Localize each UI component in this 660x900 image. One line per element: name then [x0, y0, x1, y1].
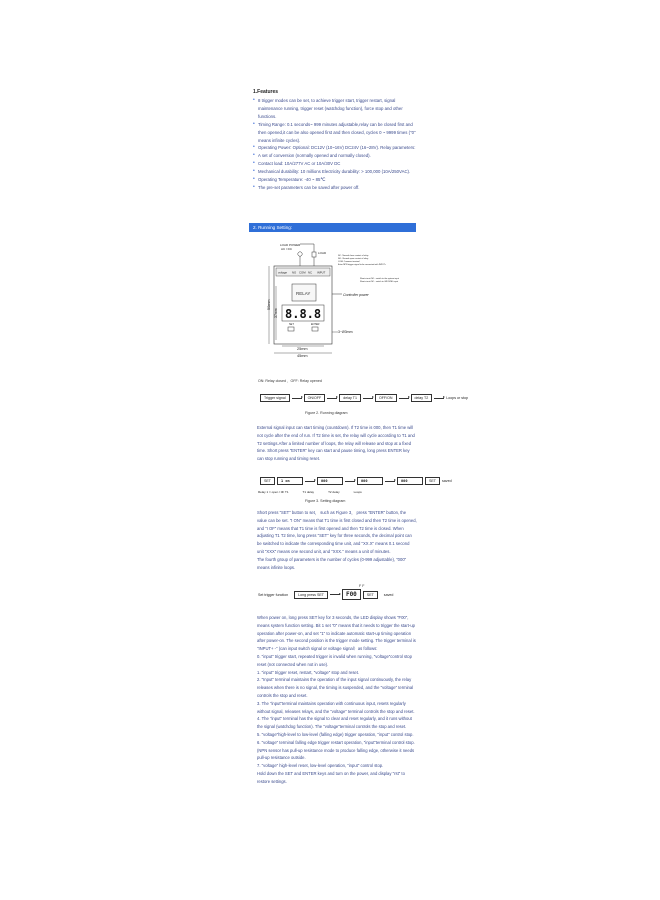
features-section	[253, 89, 421, 192]
flow-delay-t1: delay T1	[339, 394, 361, 402]
dim-25mm: 25mm	[297, 347, 308, 351]
setting-value-loops: 000	[397, 477, 423, 485]
sublabel-t1: T1 delay	[302, 490, 315, 494]
load-icon	[312, 252, 316, 257]
terminal-com: COM	[299, 270, 306, 275]
flow-arrow	[399, 398, 409, 399]
trigger-top-marks: F F	[359, 584, 365, 588]
relay-label: RELAY	[296, 291, 311, 296]
set-step: SET	[260, 477, 275, 485]
trigger-set: SET	[363, 591, 378, 599]
sublabel-loops: Loops	[353, 490, 362, 494]
led-digits: 8.8.8	[285, 307, 322, 321]
flow-arrow	[363, 398, 373, 399]
terminal-nc: NC	[308, 270, 313, 275]
power-source-icon	[298, 252, 302, 256]
feature-item: • Mechanical durability: 10 millions Electricity durability: > 100,000 (10A/250VAC).	[253, 168, 411, 175]
flow-arrow	[305, 481, 315, 482]
note-com: COM: Common terminal	[338, 261, 360, 263]
wiring-diagram	[262, 242, 412, 360]
figure2-caption: Figure 2. Running diagram	[305, 411, 348, 415]
flow-arrow	[330, 594, 340, 595]
setting-value-t2: 000	[357, 477, 383, 485]
flow-off-on: OFF/ON	[375, 394, 397, 402]
dim-50mm: 50mm	[267, 299, 271, 310]
feature-item: • The pre-set parameters can be saved after power off.	[253, 183, 360, 190]
saved-label: saved	[442, 479, 452, 483]
trigger-function-label: Set trigger function	[258, 592, 289, 597]
enter-key-label: ENTER	[311, 323, 320, 326]
note-no: NO : Normal open contact of relay	[338, 258, 369, 260]
features-list	[253, 97, 421, 192]
feature-item: • Timing Range: 0.1 seconds~ 999 minutes adjustable,relay can be closed first and then opened,it can be also opened first and then closed, cycles 0 ~ 9999 times ("0" means infinite cycles).	[253, 120, 416, 143]
running-flow	[260, 394, 468, 402]
sublabel-t2: T2 delay	[328, 490, 340, 494]
trigger-saved: saved	[383, 592, 394, 597]
dim-hole: 3~Ø3mm	[338, 330, 353, 334]
trigger-function-flow	[258, 589, 393, 600]
setting-flow	[260, 477, 452, 485]
flow-trigger-signal: Trigger signal	[260, 394, 290, 402]
flow-loops-or-stop: Loops or stop	[446, 396, 469, 400]
paragraph-trigger-modes: When power on, long press SET key for 3 seconds, the LED display shows "F00", means system function setting. Bit 1 set "0" means that it needs to trigger the start-up operation after power-on, and set "1" to indicate automatic start-up timing operation after power-on. The second position is the trigger mode setting. The trigger terminal is "INPUT+ -" (can input switch signal or voltage signal）as follows: 0. "input" trigger start, repeated trigger is invalid when running, "voltage"control stop reset (not connected when not in use). 1. "input" trigger reset, restart, "voltage" stop and reset. 2. "Input" terminal maintains the operation of the input signal continuously, the relay releases when there is no signal, the timing is suspended, and the "voltage" terminal controls the stop and reset. 3. The "input"terminal maintains operation with continuous input, resets regularly without signal, releases relays, and the "voltage" terminal controls the stop and reset. 4. The "input" terminal has the signal to clear and reset regularly, and it runs without the signal (watchdog function). The "voltage"terminal controls the stop and reset. 5. "voltage"high-level to low-level (falling edge) trigger operation, "input" control stop. 6. "voltage" terminal falling edge trigger restart operation, "input"terminal control stop. (NPN sensor has pull-up resistance mode to produce falling edge, otherwise it needs pull-up resistance outside. 7. "voltage" high-level reset, low-level operation, "input" control stop. Hold down the SET and ENTER keys and turn on the power, and display "rst" to restore settings.	[257, 615, 416, 784]
terminal-no: NO	[292, 270, 297, 275]
set-key-label: SET	[289, 323, 294, 326]
flow-arrow	[385, 481, 395, 482]
terminal-voltage: voltage	[278, 270, 288, 275]
running-setting-banner: 2. Running Setting:	[249, 223, 416, 232]
flow-arrow	[327, 398, 337, 399]
paragraph-set-button: Short press "SET" button to set， such as Figure 3， press "ENTER" button, the value can be set. "I ON" means that T1 time is first closed and then T2 time is opened, and "I OF" means that T1 time is first opened and then T2 time is closed. When adjusting T1 T2 time, long press "SET" key for three seconds, the decimal point can be switched to indicate the corresponding time unit, and "XX.X" means 0.1 second unit "XXX" means one second unit, and "XXX." means a unit of minutes. The fourth group of parameters is the number of cycles (0-999 adjustable), "000" means infinite loops.	[257, 510, 417, 570]
feature-item: • Operating Temperature: -40 ~ 85℃	[253, 176, 326, 183]
load-label: LOAD	[318, 251, 327, 255]
feature-item: • A set of conversion (normally opened and normally closed).	[253, 152, 371, 159]
feature-item: • 8 trigger modes can be set, to achieve trigger start, trigger restart, signal maintenance running, trigger reset (watchdog function), force stop and other functions.	[253, 97, 403, 119]
set-key	[288, 327, 294, 331]
flow-on-off: ON/OFF	[304, 394, 326, 402]
setting-sublabels	[258, 490, 362, 494]
note-short-nc: Short-circuit NC - switch to GROUND input	[360, 281, 399, 283]
paragraph-external-signal: External signal input can start timing (countdown). If T2 time is 000, then T1 time will not cycle after the end of run. If T2 time is set, the relay will cycle according to T1 and T2 settings.After a limited number of loops, the relay will release and stop at a fixed time. Short press "ENTER" key can start and pause timing, long press ENTER key can stop running and timing reset.	[257, 425, 415, 462]
flow-arrow	[434, 398, 444, 399]
flow-arrow	[292, 398, 302, 399]
feature-item: • Operating Power: Optional: DC12V (10~16V) DC24V (16~28V). Relay parameters:	[253, 144, 416, 151]
dim-37mm: 37mm	[274, 308, 278, 318]
dim-45mm: 45mm	[297, 354, 308, 358]
controller-power-label: Controller power	[343, 293, 369, 297]
flow-arrow	[345, 481, 355, 482]
note-short-no: Short-circuit NO - switch to the system input	[360, 278, 399, 280]
long-press-set: Long press SET	[294, 591, 328, 599]
figure3-caption: Figure 3. Setting diagram	[305, 499, 346, 503]
note-npn: Extra NPN trigger signal to be connected with INPUT+	[338, 264, 387, 266]
sublabel-mode: Relay 1 = open / 0F T1	[258, 490, 289, 494]
set-save-step: SET	[425, 477, 440, 485]
setting-value-mode: 1 on	[277, 477, 303, 485]
flow-delay-t2: delay T2	[411, 394, 433, 402]
note-nc: NC : Normal close contact of relay	[338, 255, 369, 257]
relay-legend: ON: Relay closed 、OFF: Relay opened	[258, 379, 322, 383]
terminal-input: INPUT	[317, 270, 326, 275]
ac-dc-label: AC / DC	[281, 247, 293, 251]
features-heading: 1.Features	[253, 89, 279, 95]
trigger-display: F00	[342, 589, 361, 600]
feature-item: • Contact load: 10A/277V AC or 10A/30V DC	[253, 160, 341, 167]
setting-value-t1: 000	[317, 477, 343, 485]
load-power-label: LOAD POWER	[280, 243, 301, 247]
enter-key	[312, 327, 318, 331]
